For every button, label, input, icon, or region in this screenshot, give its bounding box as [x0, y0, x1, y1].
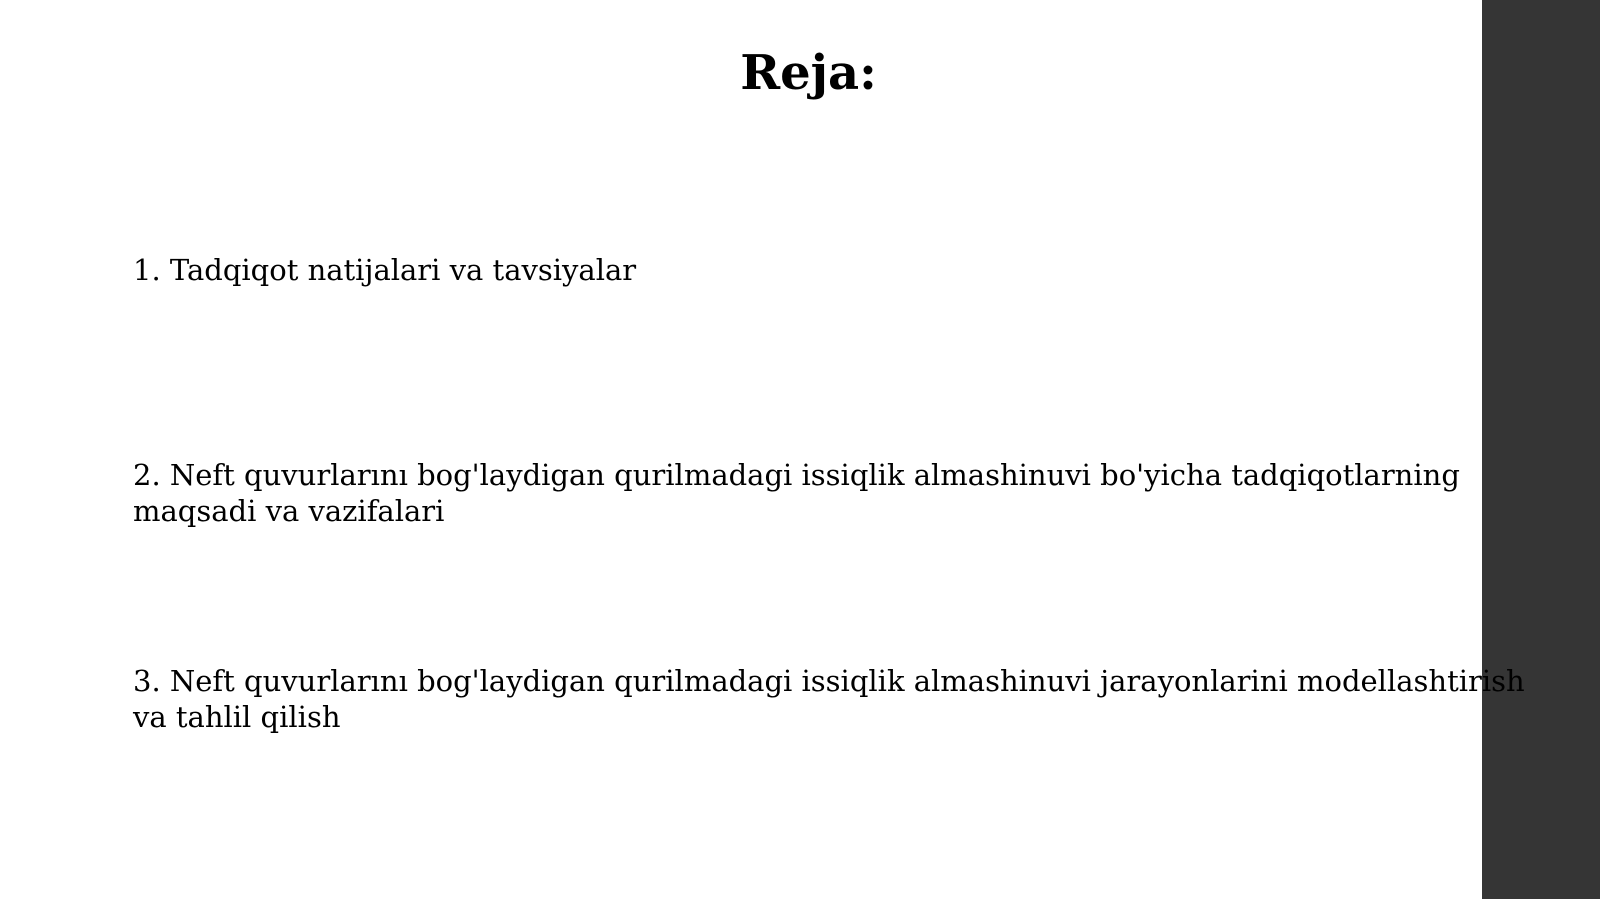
plan-item-3-line-1: 3. Neft quvurlarını bog'laydigan qurilmadagi issiqlik almashinuvi jarayonlarini modellashtirish	[133, 664, 1525, 698]
plan-item-3-line-2: va tahlil qilish	[133, 700, 341, 734]
plan-item-1	[133, 252, 636, 288]
plan-item-1-line-1: 1. Tadqiqot natijalari va tavsiyalar	[133, 253, 637, 287]
plan-item-2-line-1: 2. Neft quvurlarını bog'laydigan qurilmadagi issiqlik almashinuvi bo'yicha tadqiqotlarning	[133, 458, 1460, 492]
plan-item-2	[133, 457, 1460, 529]
plan-item-3	[133, 663, 1525, 735]
plan-item-2-line-2: maqsadi va vazifalari	[133, 494, 445, 528]
slide-title: Reja:	[740, 45, 877, 101]
side-panel	[1482, 0, 1600, 899]
